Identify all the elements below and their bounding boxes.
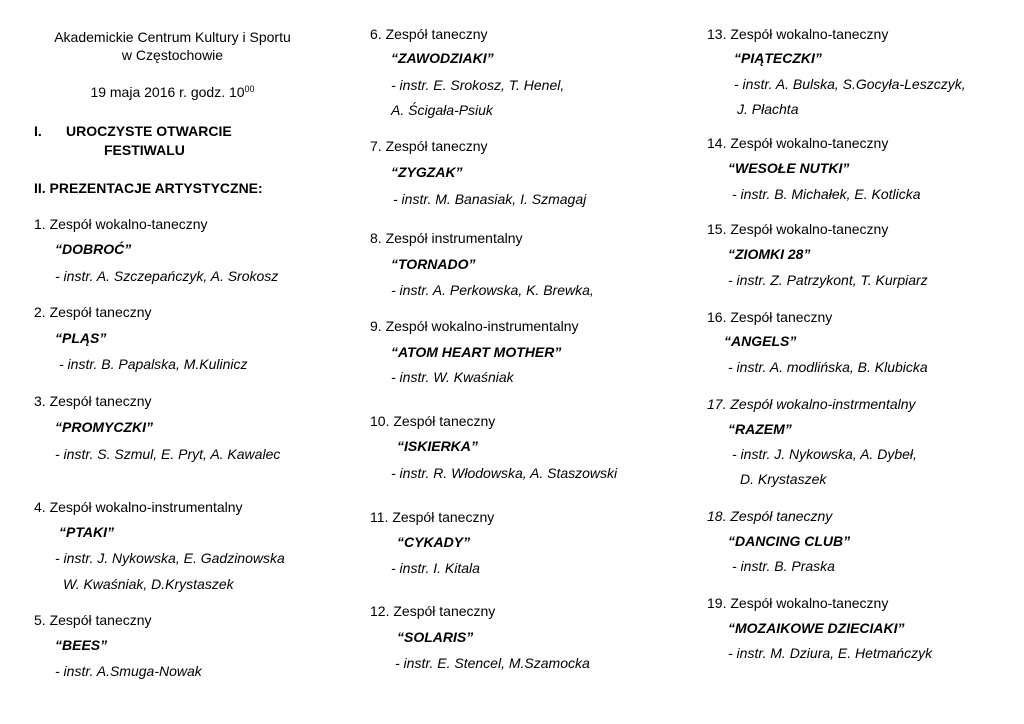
entry-10-name: “ISKIERKA” bbox=[397, 438, 478, 454]
event-time-sup: 00 bbox=[244, 84, 255, 94]
entry-18-type: 18. Zespół taneczny bbox=[707, 508, 833, 524]
entry-3-instructors: - instr. S. Szmul, E. Pryt, A. Kawalec bbox=[55, 446, 281, 462]
entry-3-type: 3. Zespół taneczny bbox=[34, 393, 152, 409]
entry-1-instructors: - instr. A. Szczepańczyk, A. Srokosz bbox=[55, 268, 279, 284]
event-date-text: 19 maja 2016 r. godz. 10 bbox=[90, 84, 245, 100]
entry-15-instructors: - instr. Z. Patrzykont, T. Kurpiarz bbox=[728, 272, 928, 288]
entry-4-instructors-1: - instr. J. Nykowska, E. Gadzinowska bbox=[55, 550, 285, 566]
entry-7-instructors: - instr. M. Banasiak, I. Szmagaj bbox=[393, 191, 587, 207]
entry-13-instructors-2: J. Płachta bbox=[737, 101, 799, 117]
entry-6-type: 6. Zespół taneczny bbox=[370, 26, 488, 42]
entry-12-instructors: - instr. E. Stencel, M.Szamocka bbox=[395, 655, 590, 671]
entry-6-instructors-2: A. Ścigała-Psiuk bbox=[391, 102, 493, 118]
entry-9-instructors: - instr. W. Kwaśniak bbox=[391, 369, 514, 385]
entry-9-name: “ATOM HEART MOTHER” bbox=[391, 344, 562, 360]
entry-4-type: 4. Zespół wokalno-instrumentalny bbox=[34, 499, 243, 515]
entry-4-name: “PTAKI” bbox=[59, 524, 114, 540]
entry-11-instructors: - instr. I. Kitala bbox=[391, 560, 480, 576]
org-line-2: w Częstochowie bbox=[121, 47, 224, 63]
entry-8-type: 8. Zespół instrumentalny bbox=[370, 230, 523, 246]
entry-14-type: 14. Zespół wokalno-taneczny bbox=[707, 135, 889, 151]
entry-17-name: “RAZEM” bbox=[728, 421, 792, 437]
entry-10-instructors: - instr. R. Włodowska, A. Staszowski bbox=[391, 465, 618, 481]
entry-11-name: “CYKADY” bbox=[397, 534, 471, 550]
entry-6-instructors-1: - instr. E. Srokosz, T. Henel, bbox=[391, 77, 565, 93]
entry-16-type: 16. Zespół taneczny bbox=[707, 309, 833, 325]
entry-16-instructors: - instr. A. modlińska, B. Klubicka bbox=[728, 359, 928, 375]
entry-15-name: “ZIOMKI 28” bbox=[728, 246, 811, 262]
entry-8-name: “TORNADO” bbox=[391, 256, 476, 272]
event-date bbox=[30, 83, 315, 101]
entry-18-instructors: - instr. B. Praska bbox=[732, 558, 835, 574]
entry-6-name: “ZAWODZIAKI” bbox=[391, 50, 494, 66]
entry-12-name: “SOLARIS” bbox=[397, 629, 474, 645]
entry-17-type: 17. Zespół wokalno-instrmentalny bbox=[707, 396, 916, 412]
entry-5-instructors: - instr. A.Smuga-Nowak bbox=[55, 663, 202, 679]
entry-17-instructors-2: D. Krystaszek bbox=[740, 471, 827, 487]
entry-13-type: 13. Zespół wokalno-taneczny bbox=[707, 26, 889, 42]
section-2-title: II. PREZENTACJE ARTYSTYCZNE: bbox=[34, 180, 263, 196]
entry-5-type: 5. Zespół taneczny bbox=[34, 612, 152, 628]
entry-13-name: “PIĄTECZKI” bbox=[734, 50, 822, 66]
entry-10-type: 10. Zespół taneczny bbox=[370, 413, 496, 429]
entry-19-name: “MOZAIKOWE DZIECIAKI” bbox=[728, 620, 905, 636]
entry-2-name: “PLĄS” bbox=[55, 330, 107, 346]
entry-17-instructors-1: - instr. J. Nykowska, A. Dybeł, bbox=[732, 446, 917, 462]
entry-18-name: “DANCING CLUB” bbox=[728, 533, 851, 549]
entry-1-name: “DOBROĆ” bbox=[55, 241, 132, 257]
section-1-title-line-2: FESTIWALU bbox=[104, 142, 185, 158]
entry-2-instructors: - instr. B. Papalska, M.Kulinicz bbox=[59, 356, 248, 372]
entry-15-type: 15. Zespół wokalno-taneczny bbox=[707, 221, 889, 237]
entry-8-instructors: - instr. A. Perkowska, K. Brewka, bbox=[391, 282, 594, 298]
entry-1-type: 1. Zespół wokalno-taneczny bbox=[34, 216, 208, 232]
entry-11-type: 11. Zespół taneczny bbox=[370, 509, 495, 525]
entry-19-instructors: - instr. M. Dziura, E. Hetmańczyk bbox=[728, 645, 933, 661]
org-line-1: Akademickie Centrum Kultury i Sportu bbox=[54, 29, 291, 45]
entry-5-name: “BEES” bbox=[55, 637, 108, 653]
entry-7-type: 7. Zespół taneczny bbox=[370, 138, 488, 154]
entry-13-instructors-1: - instr. A. Bulska, S.Gocyła-Leszczyk, bbox=[734, 76, 966, 92]
entry-3-name: “PROMYCZKI” bbox=[55, 419, 153, 435]
entry-14-instructors: - instr. B. Michałek, E. Kotlicka bbox=[732, 186, 921, 202]
entry-4-instructors-2: W. Kwaśniak, D.Krystaszek bbox=[63, 576, 234, 592]
entry-16-name: “ANGELS” bbox=[724, 333, 797, 349]
org-name bbox=[30, 28, 315, 64]
section-1-number: I. bbox=[34, 123, 42, 139]
entry-2-type: 2. Zespół taneczny bbox=[34, 304, 152, 320]
entry-14-name: “WESOŁE NUTKI” bbox=[728, 160, 850, 176]
entry-19-type: 19. Zespół wokalno-taneczny bbox=[707, 595, 889, 611]
entry-7-name: “ZYGZAK” bbox=[391, 164, 463, 180]
entry-12-type: 12. Zespół taneczny bbox=[370, 603, 496, 619]
entry-9-type: 9. Zespół wokalno-instrumentalny bbox=[370, 318, 579, 334]
section-1-title-line-1: UROCZYSTE OTWARCIE bbox=[66, 123, 232, 139]
